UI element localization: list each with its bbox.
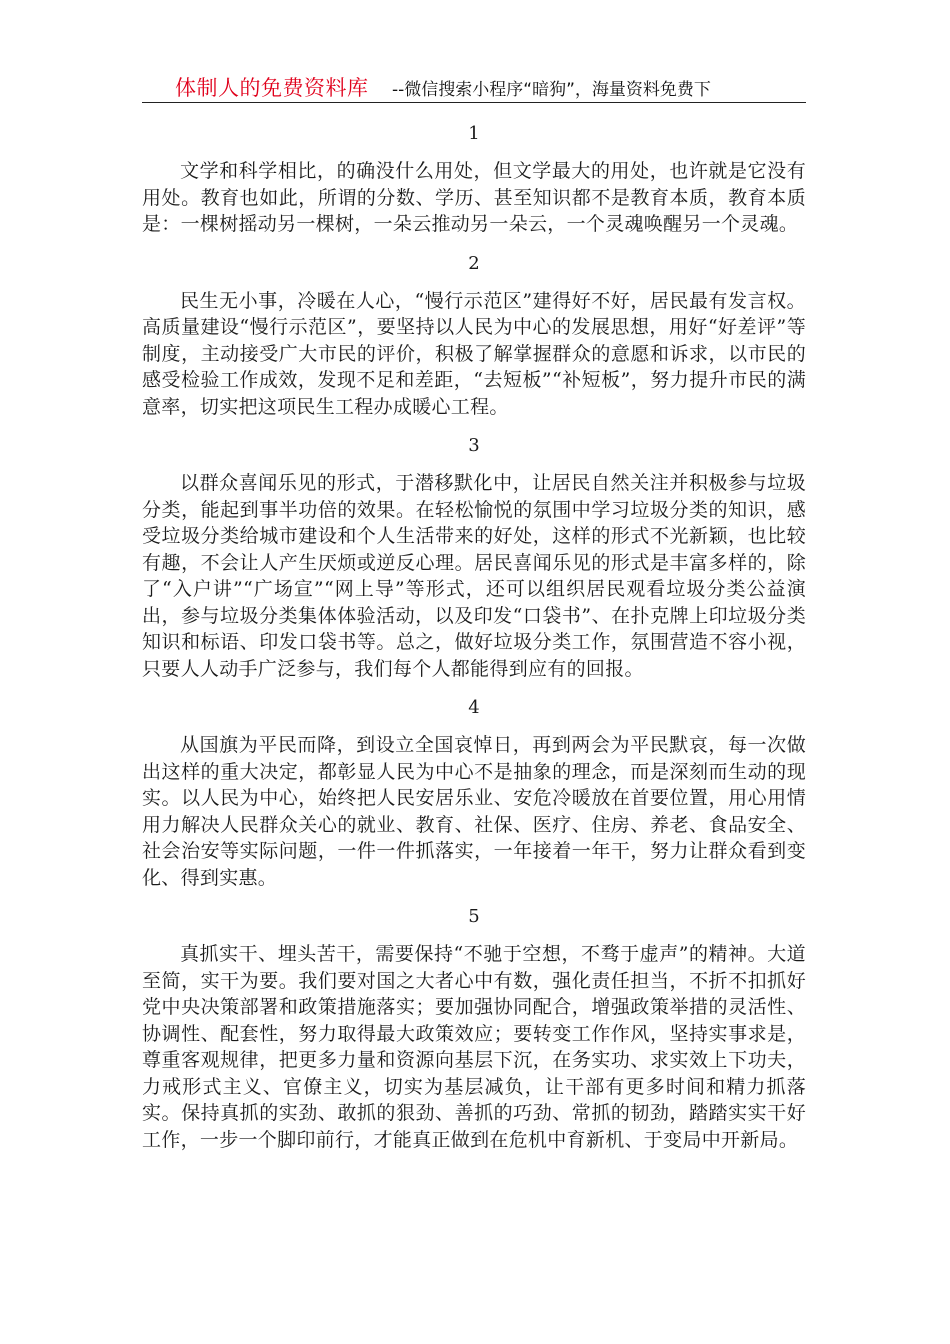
section-number: 4: [468, 697, 480, 718]
section-number: 2: [468, 252, 480, 274]
section-paragraph: 从国旗为平民而降，到设立全国哀悼日，再到两会为平民默哀，每一次做出这样的重大决定，都彰显人民为中心不是抽象的理念，而是深刻而生动的现实。以人民为中心，始终把人民安居乐业、安危冷暖放在首要位置，用心用情用力解决人民群众关心的就业、教育、社保、医疗、住房、养老、食品安全、社会治安等实际问题，一件一件抓落实，一年接着一年干，努力让群众看到变化、得到实惠。: [142, 734, 806, 889]
page-header: [142, 70, 806, 103]
section-paragraph: 文学和科学相比，的确没什么用处，但文学最大的用处，也许就是它没有用处。教育也如此，所谓的分数、学历、甚至知识都不是教育本质，教育本质是：一棵树摇动另一棵树，一朵云推动另一朵云，一个灵魂唤醒另一个灵魂。: [142, 160, 806, 235]
section-4: [142, 696, 806, 891]
section-number: 1: [468, 123, 480, 144]
section-5: [142, 905, 806, 1153]
document-body: [142, 122, 806, 1167]
header-brand: 体制人的免费资料库: [175, 76, 369, 100]
section-2: [142, 252, 806, 421]
section-paragraph: 真抓实干、埋头苦干，需要保持“不驰于空想，不骛于虚声”的精神。大道至简，实干为要。我们要对国之大者心中有数，强化责任担当，不折不扣抓好党中央决策部署和政策措施落实；要加强协同配合，增强政策举措的灵活性、协调性、配套性，努力取得最大政策效应；要转变工作作风，坚持实事求是，尊重客观规律，把更多力量和资源向基层下沉，在务实功、求实效上下功夫，力戒形式主义、官僚主义，切实为基层减负，让干部有更多时间和精力抓落实。保持真抓的实劲、敢抓的狠劲、善抓的巧劲、常抓的韧劲，踏踏实实干好工作，一步一个脚印前行，才能真正做到在危机中育新机、于变局中开新局。: [142, 943, 806, 1151]
section-number: 3: [468, 435, 480, 456]
section-paragraph: 以群众喜闻乐见的形式，于潜移默化中，让居民自然关注并积极参与垃圾分类，能起到事半功倍的效果。在轻松愉悦的氛围中学习垃圾分类的知识，感受垃圾分类给城市建设和个人生活带来的好处，这样的形式不光新颖，也比较有趣，不会让人产生厌烦或逆反心理。居民喜闻乐见的形式是丰富多样的，除了“入户讲”“广场宣”“网上导”等形式，还可以组织居民观看垃圾分类公益演出，参与垃圾分类集体体验活动，以及印发“口袋书”、在扑克牌上印垃圾分类知识和标语、印发口袋书等。总之，做好垃圾分类工作，氛围营造不容小视，只要人人动手广泛参与，我们每个人都能得到应有的回报。: [142, 472, 806, 680]
header-tagline: --微信搜索小程序“暗狗”，海量资料免费下: [392, 80, 711, 100]
section-paragraph: 民生无小事，冷暖在人心，“慢行示范区”建得好不好，居民最有发言权。高质量建设“慢行示范区”，要坚持以人民为中心的发展思想，用好“好差评”等制度，主动接受广大市民的评价，积极了解掌握群众的意愿和诉求，以市民的感受检验工作成效，发现不足和差距，“去短板”“补短板”，努力提升市民的满意率，切实把这项民生工程办成暖心工程。: [142, 289, 806, 418]
section-number: 5: [468, 906, 480, 927]
section-1: [142, 122, 806, 238]
section-3: [142, 434, 806, 682]
